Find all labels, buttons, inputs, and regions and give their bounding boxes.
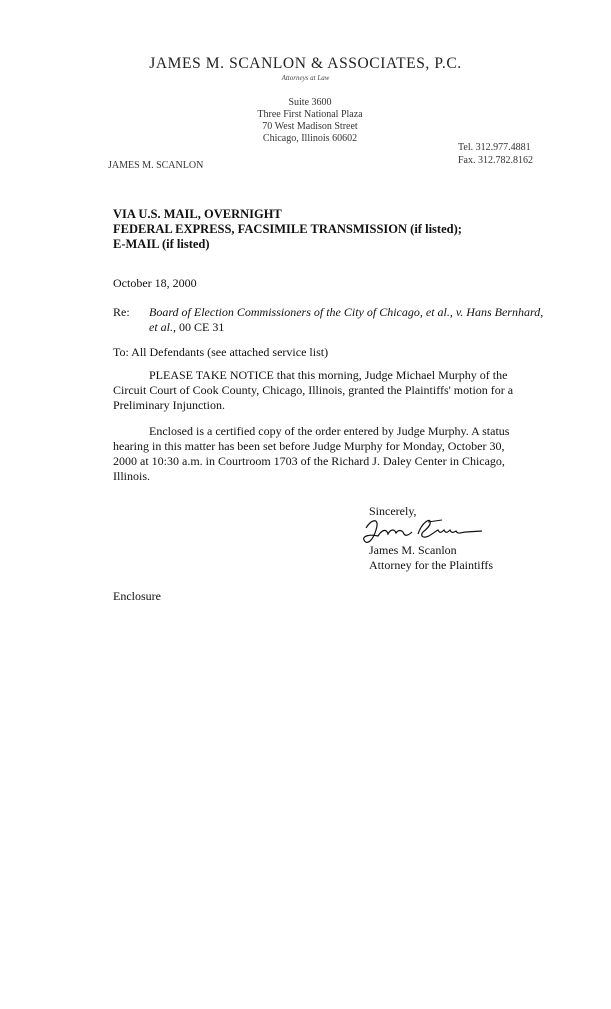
address-line-2: Three First National Plaza [257,109,363,120]
address-line-1: Suite 3600 [288,97,332,108]
address-line-4: Chicago, Illinois 60602 [262,133,358,144]
attorney-name-header: JAMES M. SCANLON [108,160,204,171]
firm-subtitle: Attorneys at Law [281,74,330,82]
paragraph-status-hearing: Enclosed is a certified copy of the order entered by Judge Murphy. A status hearing in this matter has been set before Judge Murphy for Monday, October 30, 2000 at 10:30 a.m. in Courtroom 1703 of the Richard J. Daley Center in Chicago, Illinois. [113,424,510,483]
signatory-title: Attorney for the Plaintiffs [369,558,494,572]
letter-date: October 18, 2000 [113,276,197,290]
enclosure-note: Enclosure [113,589,161,603]
signatory-name: James M. Scanlon [369,543,457,557]
addressee: To: All Defendants (see attached service list) [113,345,329,359]
delivery-line-2: FEDERAL EXPRESS, FACSIMILE TRANSMISSION (if listed); [113,222,462,236]
delivery-line-1: VIA U.S. MAIL, OVERNIGHT [113,207,282,221]
firm-name: JAMES M. SCANLON & ASSOCIATES, P.C. [149,55,462,72]
telephone: Tel. 312.977.4881 [458,142,531,153]
closing-salutation: Sincerely, [369,504,417,518]
re-label: Re: [113,305,130,319]
case-number: 00 CE 31 [176,320,225,334]
address-line-3: 70 West Madison Street [262,121,358,132]
case-caption-line-1: Board of Election Commissioners of the City of Chicago, et al., v. Hans Bernhard, [149,305,544,319]
paragraph-notice: PLEASE TAKE NOTICE that this morning, Judge Michael Murphy of the Circuit Court of Cook County, Chicago, Illinois, granted the Plaintiffs' motion for a Preliminary Injunction. [113,368,514,412]
delivery-line-3: E-MAIL (if listed) [113,237,210,251]
case-caption-line-2 [149,320,224,335]
fax: Fax. 312.782.8162 [458,155,533,166]
case-caption-etal: et al., [149,320,176,334]
